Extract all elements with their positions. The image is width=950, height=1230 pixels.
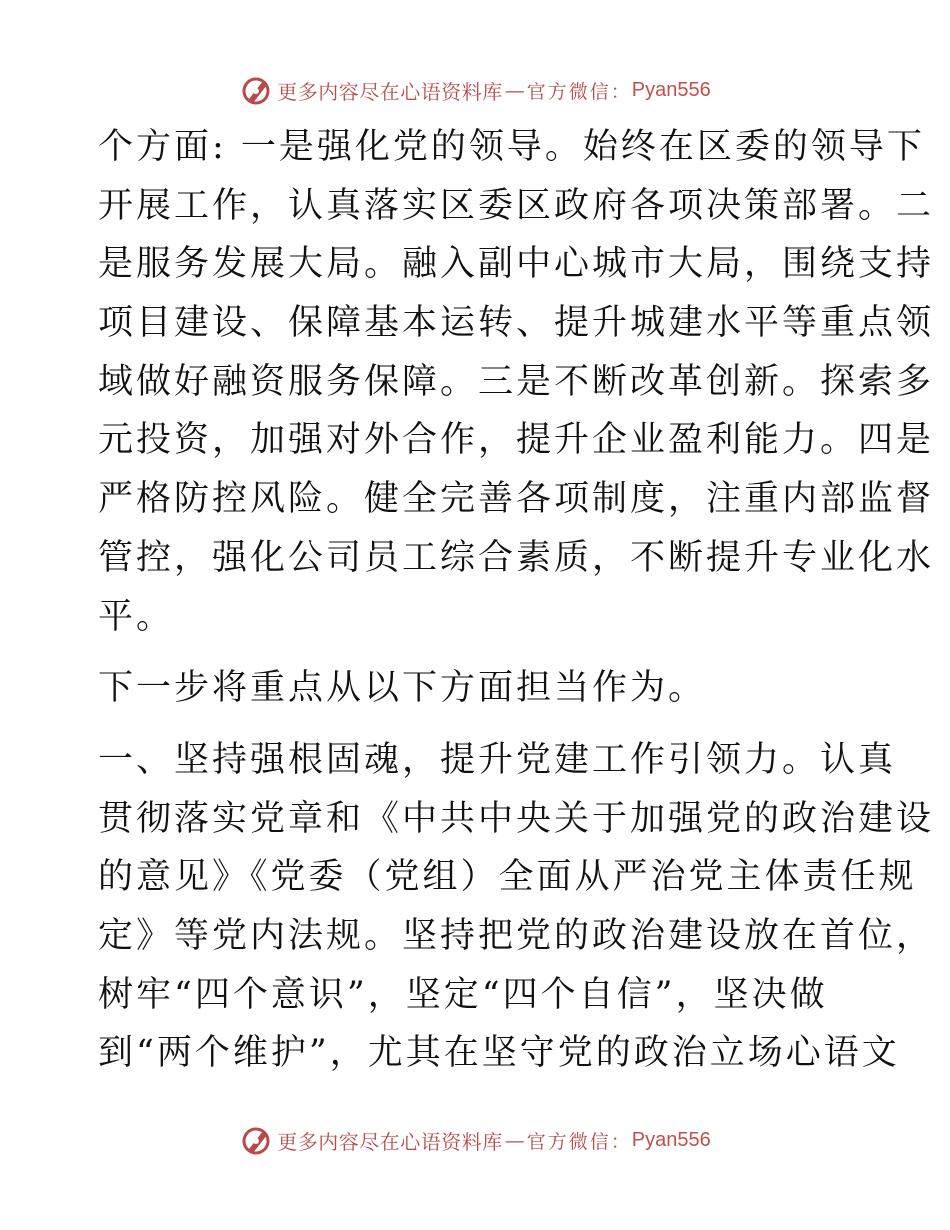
body-line: 树牢“四个意识”，坚定“四个自信”，坚决做 (98, 974, 828, 1015)
pen-nib-logo-icon (239, 73, 273, 107)
body-line: 是服务发展大局。融入副中心城市大局，围绕支持 (98, 244, 935, 285)
footer-banner-text: 更多内容尽在心语资料库 (277, 1129, 503, 1154)
footer-banner (0, 1120, 950, 1160)
footer-wechat-label: 官方微信： (526, 1130, 632, 1153)
body-line: 元投资，加强对外合作，提升企业盈利能力。四是 (98, 420, 935, 461)
body-line: 域做好融资服务保障。三是不断改革创新。探索多 (98, 361, 935, 402)
header-separator: — (504, 78, 525, 102)
document-body (98, 118, 935, 1083)
header-wechat-id: Pyan556 (631, 78, 711, 101)
body-line: 开展工作，认真落实区委区政府各项决策部署。二 (98, 185, 935, 226)
header-banner-text: 更多内容尽在心语资料库 (277, 79, 503, 104)
pen-nib-logo-icon (239, 1123, 273, 1157)
section-heading-line: 一、坚持强根固魂，提升党建工作引领力。认真 (98, 739, 897, 780)
body-line: 定》等党内法规。坚持把党的政治建设放在首位， (98, 915, 935, 956)
body-line: 平。 (98, 596, 175, 637)
section-intro-line: 下一步将重点从以下方面担当作为。 (98, 668, 707, 709)
body-line: 的意见》《党委（党组）全面从严治党主体责任规 (98, 857, 917, 898)
footer-separator: — (504, 1128, 525, 1152)
header-banner (0, 70, 950, 110)
body-line: 个方面: 一是强化党的领导。始终在区委的领导下 (98, 127, 925, 167)
body-line: 到“两个维护”，尤其在坚守党的政治立场心语文 (98, 1033, 900, 1074)
footer-wechat-id: Pyan556 (631, 1128, 711, 1151)
body-line: 管控，强化公司员工综合素质，不断提升专业化水 (98, 537, 935, 578)
body-line: 贯彻落实党章和《中共中央关于加强党的政治建设 (98, 798, 935, 839)
body-line: 项目建设、保障基本运转、提升城建水平等重点领 (98, 303, 935, 344)
body-line: 严格防控风险。健全完善各项制度，注重内部监督 (98, 479, 935, 520)
header-wechat-label: 官方微信： (526, 80, 632, 103)
